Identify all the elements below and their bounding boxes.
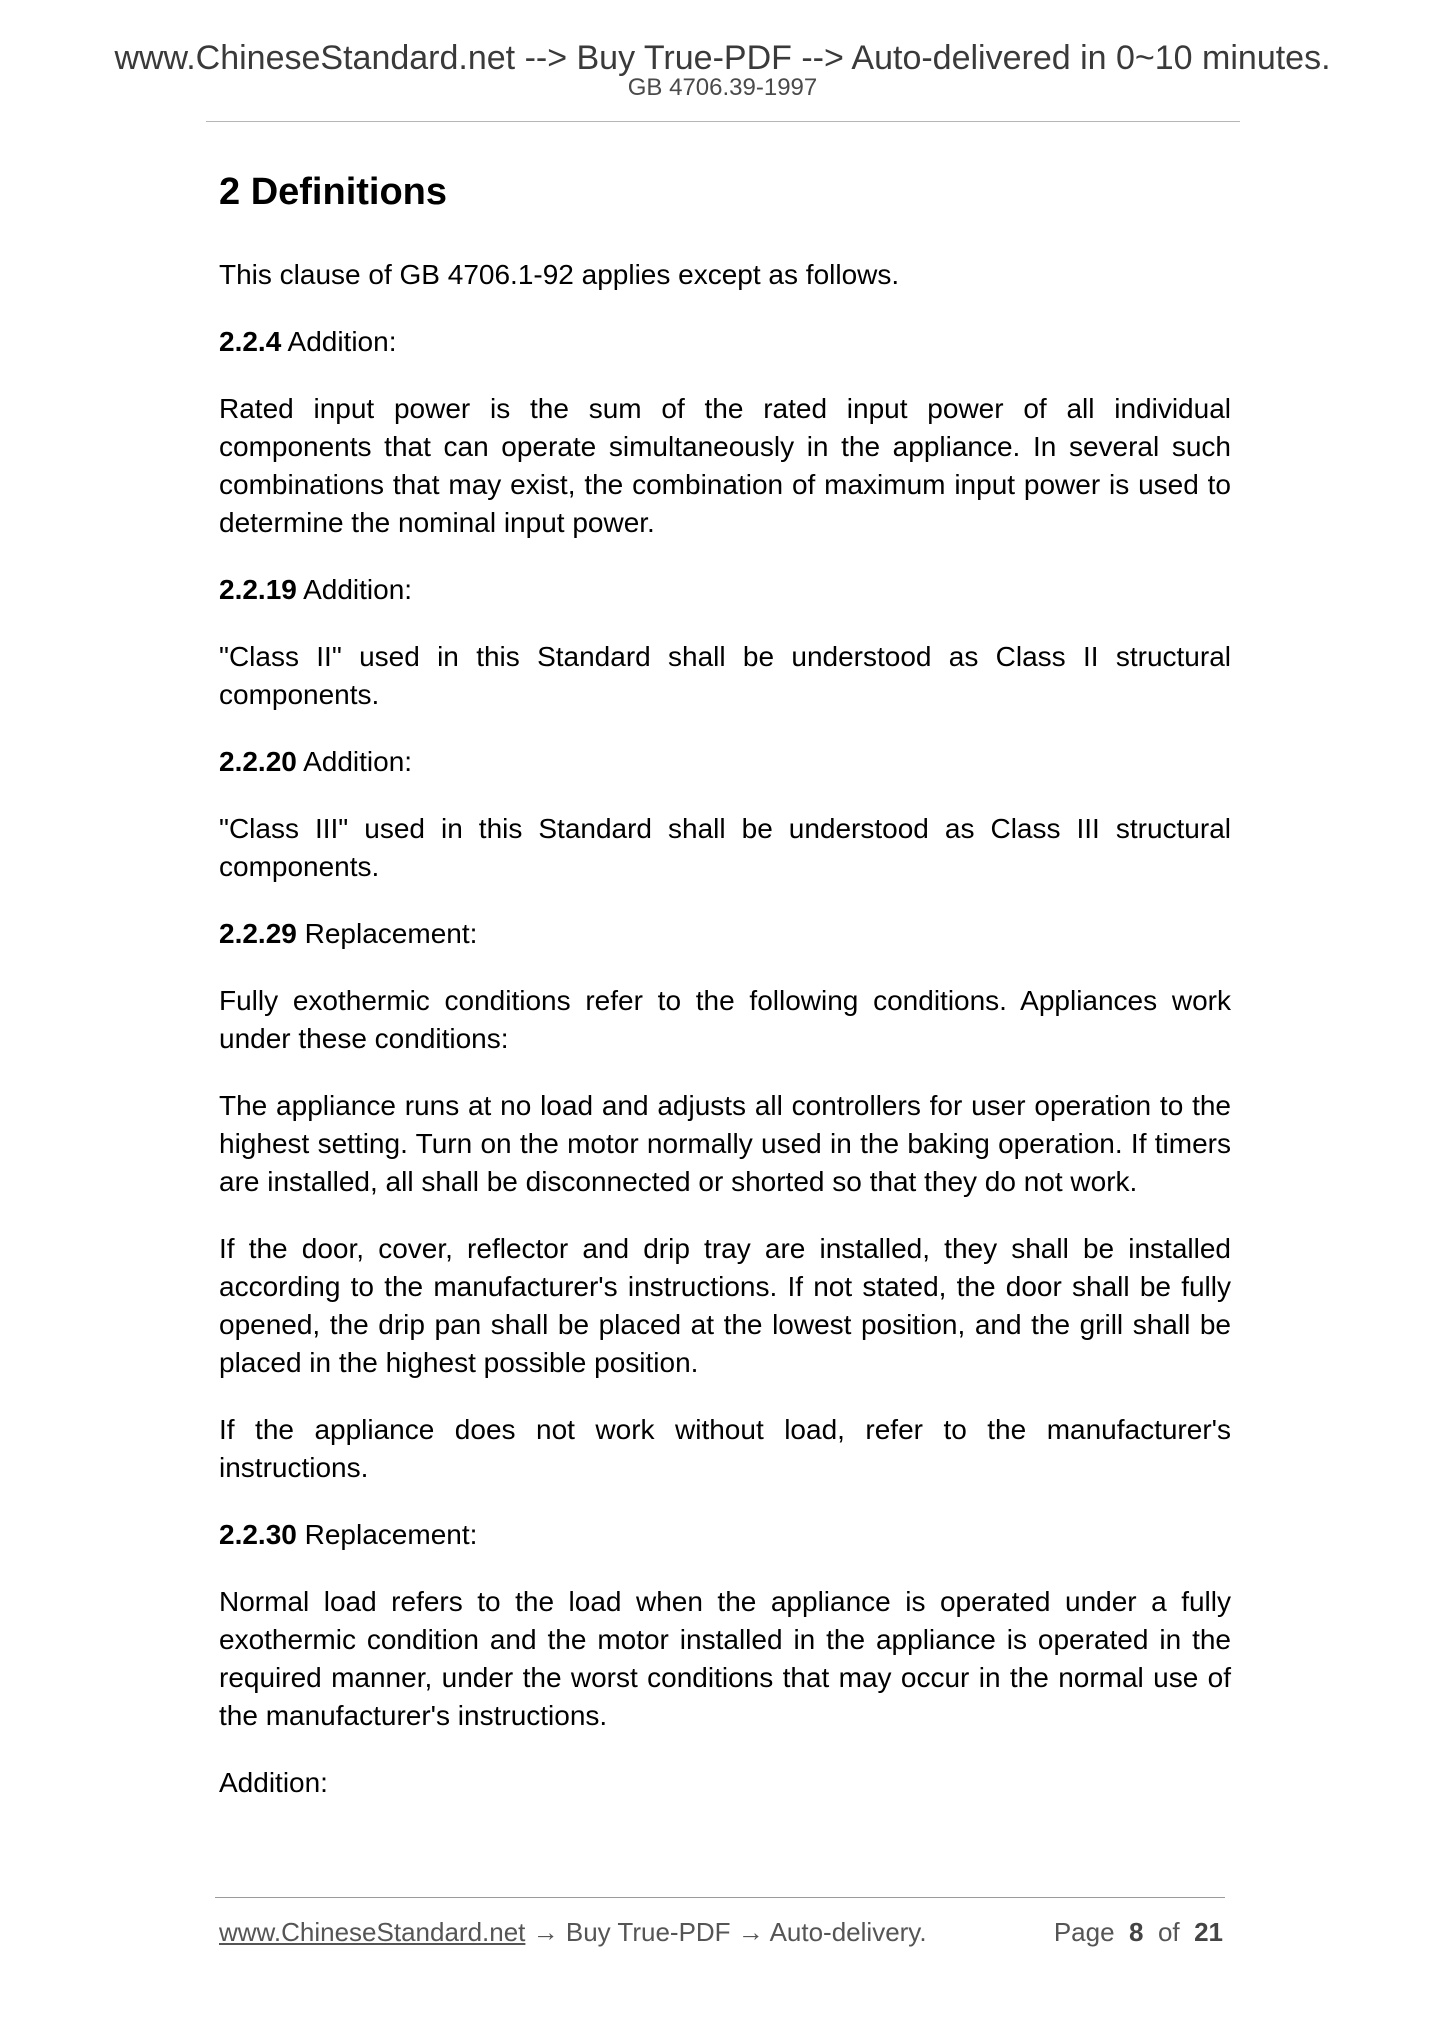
footer-text: → Buy True-PDF → Auto-delivery.	[525, 1917, 927, 1947]
clause-heading-2-2-4	[219, 323, 1231, 361]
page-body	[219, 168, 1231, 1831]
clause-heading-2-2-20	[219, 743, 1231, 781]
clause-heading-2-2-19	[219, 571, 1231, 609]
clause-paragraph: Normal load refers to the load when the appliance is operated under a fully exothermic condition and the motor installed in the appliance is operated in the required manner, under the worst conditions that may occur in the normal use of the manufacturer's instructions.	[219, 1586, 1231, 1731]
clause-heading-2-2-29	[219, 915, 1231, 953]
standard-code: GB 4706.39-1997	[627, 74, 818, 101]
section-intro: This clause of GB 4706.1-92 applies except as follows.	[219, 259, 900, 290]
of-label: of	[1157, 1917, 1180, 1947]
clause-heading-2-2-30	[219, 1516, 1231, 1554]
clause-paragraph: Fully exothermic conditions refer to the following conditions. Appliances work under these conditions:	[219, 985, 1231, 1054]
clause-addition-label: Addition:	[219, 1767, 328, 1798]
clause-number: 2.2.4	[219, 326, 282, 357]
page-label: Page	[1053, 1917, 1115, 1947]
footer-divider	[215, 1897, 1225, 1898]
header-banner: www.ChineseStandard.net --> Buy True-PDF --> Auto-delivered in 0~10 minutes.	[114, 39, 1331, 77]
clause-paragraph: "Class II" used in this Standard shall be understood as Class II structural components.	[219, 641, 1231, 710]
footer-site-link[interactable]: www.ChineseStandard.net	[219, 1917, 526, 1947]
page-current: 8	[1129, 1917, 1144, 1947]
clause-number: 2.2.30	[219, 1519, 297, 1550]
clause-type: Replacement:	[304, 918, 478, 949]
clause-type: Addition:	[303, 746, 413, 777]
clause-number: 2.2.19	[219, 574, 297, 605]
clause-paragraph: Rated input power is the sum of the rated input power of all individual components that can operate simultaneously in the appliance. In several such combinations that may exist, the combination of maximum input power is used to determine the nominal input power.	[219, 393, 1231, 538]
clause-paragraph: If the door, cover, reflector and drip tray are installed, they shall be installed according to the manufacturer's instructions. If not stated, the door shall be fully opened, the drip pan shall be placed at the lowest position, and the grill shall be placed in the highest possible position.	[219, 1233, 1231, 1378]
clause-type: Addition:	[303, 574, 413, 605]
header-divider	[206, 121, 1240, 122]
section-title: 2 Definitions	[219, 171, 448, 213]
clause-paragraph: If the appliance does not work without load, refer to the manufacturer's instructions.	[219, 1414, 1231, 1483]
clause-number: 2.2.20	[219, 746, 297, 777]
clause-type: Replacement:	[304, 1519, 478, 1550]
page-total: 21	[1194, 1917, 1223, 1947]
clause-paragraph: "Class III" used in this Standard shall be understood as Class III structural components.	[219, 813, 1231, 882]
page-indicator	[1054, 1916, 1223, 1948]
clause-type: Addition:	[287, 326, 397, 357]
page-footer	[219, 1916, 1223, 1948]
clause-number: 2.2.29	[219, 918, 297, 949]
clause-paragraph: The appliance runs at no load and adjusts all controllers for user operation to the highest setting. Turn on the motor normally used in the baking operation. If timers are installed, all shall be disconnected or shorted so that they do not work.	[219, 1090, 1231, 1197]
